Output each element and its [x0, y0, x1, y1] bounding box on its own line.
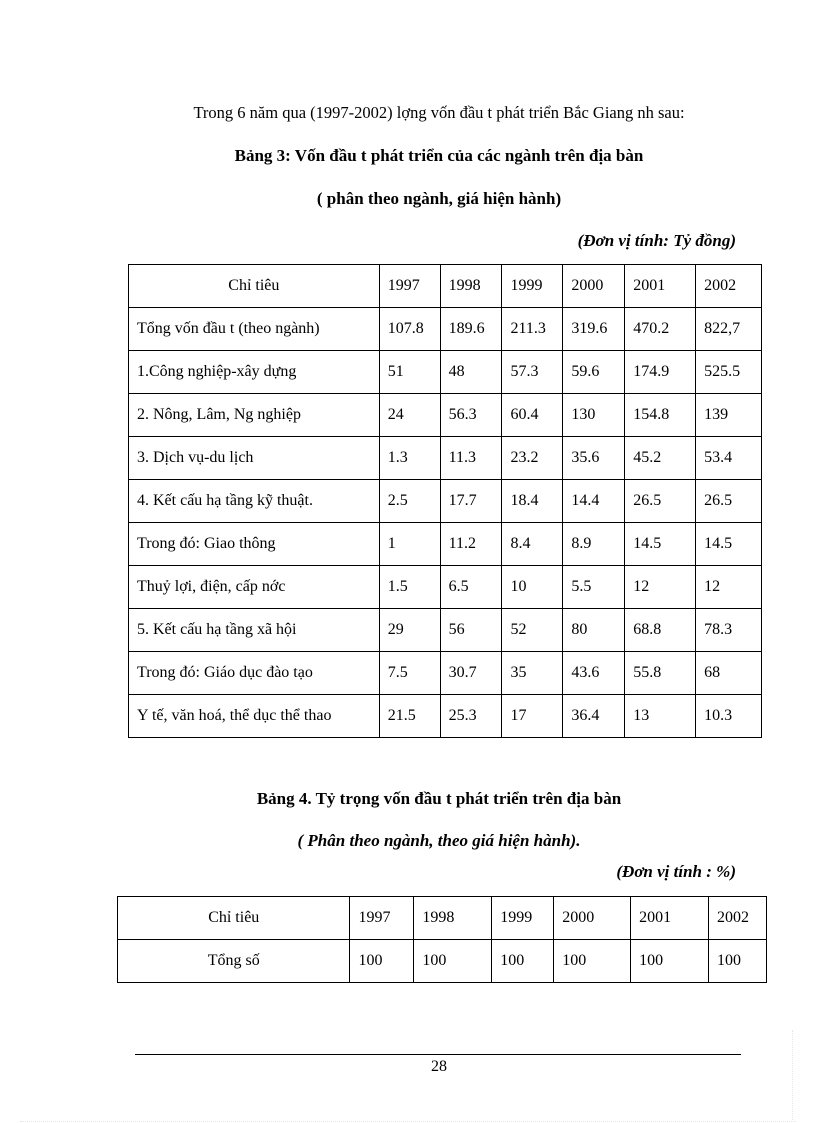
table-cell: 100 [492, 940, 554, 983]
table-cell: 36.4 [563, 695, 625, 738]
table-row [129, 480, 762, 523]
row-label: Y tế, văn hoá, thể dục thể thao [129, 695, 380, 738]
table-cell: 56 [440, 609, 502, 652]
table-cell: 1 [379, 523, 440, 566]
row-label: 4. Kết cấu hạ tầng kỹ thuật. [129, 480, 380, 523]
table-cell: 68 [696, 652, 762, 695]
table-row [129, 394, 762, 437]
table-cell: 10 [502, 566, 563, 609]
table-cell: 822,7 [696, 308, 762, 351]
row-label: 3. Dịch vụ-du lịch [129, 437, 380, 480]
table-cell: 35.6 [563, 437, 625, 480]
table-cell: 14.4 [563, 480, 625, 523]
table-cell: 80 [563, 609, 625, 652]
table-cell: 189.6 [440, 308, 502, 351]
table-cell: 10.3 [696, 695, 762, 738]
table-cell: 2.5 [379, 480, 440, 523]
table-cell: 8.4 [502, 523, 563, 566]
row-label: Trong đó: Giao thông [129, 523, 380, 566]
table-cell: 53.4 [696, 437, 762, 480]
table-cell: 60.4 [502, 394, 563, 437]
investment-by-sector-table [128, 264, 762, 738]
header-cell: Chỉ tiêu [129, 265, 380, 308]
footer-divider [135, 1054, 741, 1055]
header-cell: 1997 [379, 265, 440, 308]
row-label: Thuỷ lợi, điện, cấp nớc [129, 566, 380, 609]
table-row [129, 308, 762, 351]
table-cell: 55.8 [625, 652, 696, 695]
table-cell: 24 [379, 394, 440, 437]
table3-title: Bảng 3: Vốn đầu t phát triển của các ngành trên địa bàn [234, 146, 644, 165]
table3-subtitle: ( phân theo ngành, giá hiện hành) [316, 189, 562, 208]
table-row [129, 523, 762, 566]
table-cell: 25.3 [440, 695, 502, 738]
table-cell: 45.2 [625, 437, 696, 480]
table-cell: 100 [631, 940, 709, 983]
page-edge-dots-vertical [792, 1030, 793, 1120]
row-label: Trong đó: Giáo dục đào tạo [129, 652, 380, 695]
table-cell: 23.2 [502, 437, 563, 480]
table-cell: 48 [440, 351, 502, 394]
header-cell: 2001 [625, 265, 696, 308]
table-cell: 107.8 [379, 308, 440, 351]
header-cell: 1997 [350, 897, 414, 940]
table-cell: 26.5 [696, 480, 762, 523]
table-cell: 43.6 [563, 652, 625, 695]
table-cell: 35 [502, 652, 563, 695]
table-cell: 21.5 [379, 695, 440, 738]
table-cell: 100 [350, 940, 414, 983]
header-cell: 2002 [696, 265, 762, 308]
table-cell: 525.5 [696, 351, 762, 394]
table-cell: 51 [379, 351, 440, 394]
investment-share-table [117, 896, 767, 983]
header-cell: 1998 [414, 897, 492, 940]
intro-paragraph: Trong 6 năm qua (1997-2002) lợng vốn đầu t phát triển Bắc Giang nh sau: [193, 103, 685, 122]
table-cell: 26.5 [625, 480, 696, 523]
table-cell: 130 [563, 394, 625, 437]
table-cell: 319.6 [563, 308, 625, 351]
table-cell: 5.5 [563, 566, 625, 609]
page-number: 28 [431, 1058, 447, 1075]
page-edge-dots [20, 1121, 796, 1122]
table-cell: 1.5 [379, 566, 440, 609]
table-cell: 12 [625, 566, 696, 609]
table-cell: 11.2 [440, 523, 502, 566]
table3-unit: (Đơn vị tính: Tỷ đồng) [577, 231, 736, 250]
table-cell: 52 [502, 609, 563, 652]
table-cell: 78.3 [696, 609, 762, 652]
header-cell: Chỉ tiêu [118, 897, 350, 940]
table-row [129, 609, 762, 652]
table-row [129, 437, 762, 480]
table-cell: 174.9 [625, 351, 696, 394]
table-cell: 17.7 [440, 480, 502, 523]
table4-unit: (Đơn vị tính : %) [616, 862, 736, 881]
table-cell: 14.5 [696, 523, 762, 566]
table-cell: 139 [696, 394, 762, 437]
table-cell: 211.3 [502, 308, 563, 351]
header-cell: 2002 [709, 897, 767, 940]
table4-title: Bảng 4. Tỷ trọng vốn đầu t phát triển trên địa bàn [256, 789, 622, 808]
table-cell: 6.5 [440, 566, 502, 609]
table-row [129, 652, 762, 695]
header-cell: 1999 [492, 897, 554, 940]
table-row [118, 940, 767, 983]
table-cell: 12 [696, 566, 762, 609]
table-cell: 13 [625, 695, 696, 738]
table-cell: 470.2 [625, 308, 696, 351]
table-row [129, 351, 762, 394]
table-cell: 1.3 [379, 437, 440, 480]
header-cell: 2000 [554, 897, 631, 940]
table-cell: 68.8 [625, 609, 696, 652]
row-label: 1.Công nghiệp-xây dựng [129, 351, 380, 394]
table-cell: 30.7 [440, 652, 502, 695]
header-cell: 1999 [502, 265, 563, 308]
table-header-row [129, 265, 762, 308]
header-cell: 1998 [440, 265, 502, 308]
table-cell: 29 [379, 609, 440, 652]
row-label: Tổng vốn đầu t (theo ngành) [129, 308, 380, 351]
table-cell: 100 [414, 940, 492, 983]
table-cell: 17 [502, 695, 563, 738]
table-cell: 56.3 [440, 394, 502, 437]
table-cell: 100 [554, 940, 631, 983]
table-cell: 14.5 [625, 523, 696, 566]
header-cell: 2000 [563, 265, 625, 308]
table-cell: 154.8 [625, 394, 696, 437]
row-label: Tổng số [118, 940, 350, 983]
table-header-row [118, 897, 767, 940]
table4-subtitle: ( Phân theo ngành, theo giá hiện hành). [297, 831, 581, 850]
table-cell: 57.3 [502, 351, 563, 394]
table-cell: 100 [709, 940, 767, 983]
row-label: 5. Kết cấu hạ tầng xã hội [129, 609, 380, 652]
table-row [129, 566, 762, 609]
table-cell: 7.5 [379, 652, 440, 695]
table-cell: 59.6 [563, 351, 625, 394]
table-cell: 18.4 [502, 480, 563, 523]
header-cell: 2001 [631, 897, 709, 940]
table-cell: 11.3 [440, 437, 502, 480]
row-label: 2. Nông, Lâm, Ng nghiệp [129, 394, 380, 437]
table-row [129, 695, 762, 738]
table-cell: 8.9 [563, 523, 625, 566]
